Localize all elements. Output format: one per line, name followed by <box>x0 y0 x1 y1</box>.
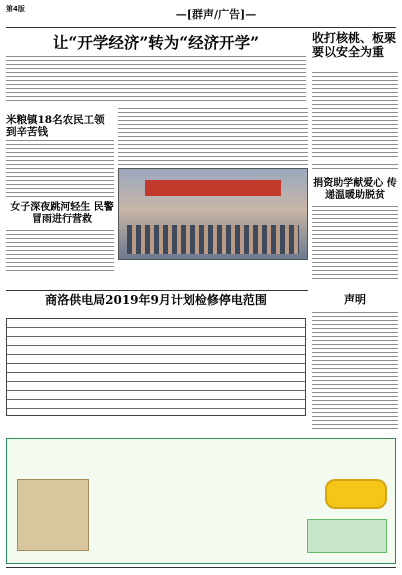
statement-body-text <box>312 312 398 430</box>
left-a-body-text <box>6 140 114 198</box>
right-top-headline: 收打核桃、板栗要以安全为重 <box>312 31 397 59</box>
masthead <box>6 4 396 26</box>
photo-crowd <box>127 225 300 254</box>
right-mid-body-text <box>312 206 398 280</box>
free-badge <box>325 479 387 509</box>
right-mid-headline: 捐资助学献爱心 传递温暖助脱贫 <box>313 178 397 201</box>
right-mid-top-text <box>312 164 398 172</box>
left-b-body-text <box>6 230 114 272</box>
section-title-text: 群声/广告 <box>191 8 241 21</box>
notice-headline: 商洛供电局2019年9月计划检修停电范围 <box>45 293 267 307</box>
left-a-headline: 米粮镇18名农民工领到辛苦钱 <box>6 114 105 139</box>
event-photo <box>118 168 308 260</box>
page-number: 第4版 <box>6 5 25 13</box>
lead-body-text <box>6 56 306 104</box>
statement-headline: 声明 <box>344 293 366 306</box>
center-body-text <box>118 108 308 166</box>
ad-green-box <box>307 519 387 553</box>
left-b-headline: 女子深夜跳河轻生 民警冒雨进行营救 <box>10 202 114 225</box>
tea-advertisement <box>6 438 396 564</box>
right-top-body-text <box>312 72 398 160</box>
lead-headline: 让“开学经济”转为“经济开学” <box>52 33 260 52</box>
section-title: —[群声/广告]— <box>175 8 257 21</box>
photo-banner <box>145 180 280 196</box>
outage-table <box>6 318 306 416</box>
product-image <box>17 479 89 551</box>
